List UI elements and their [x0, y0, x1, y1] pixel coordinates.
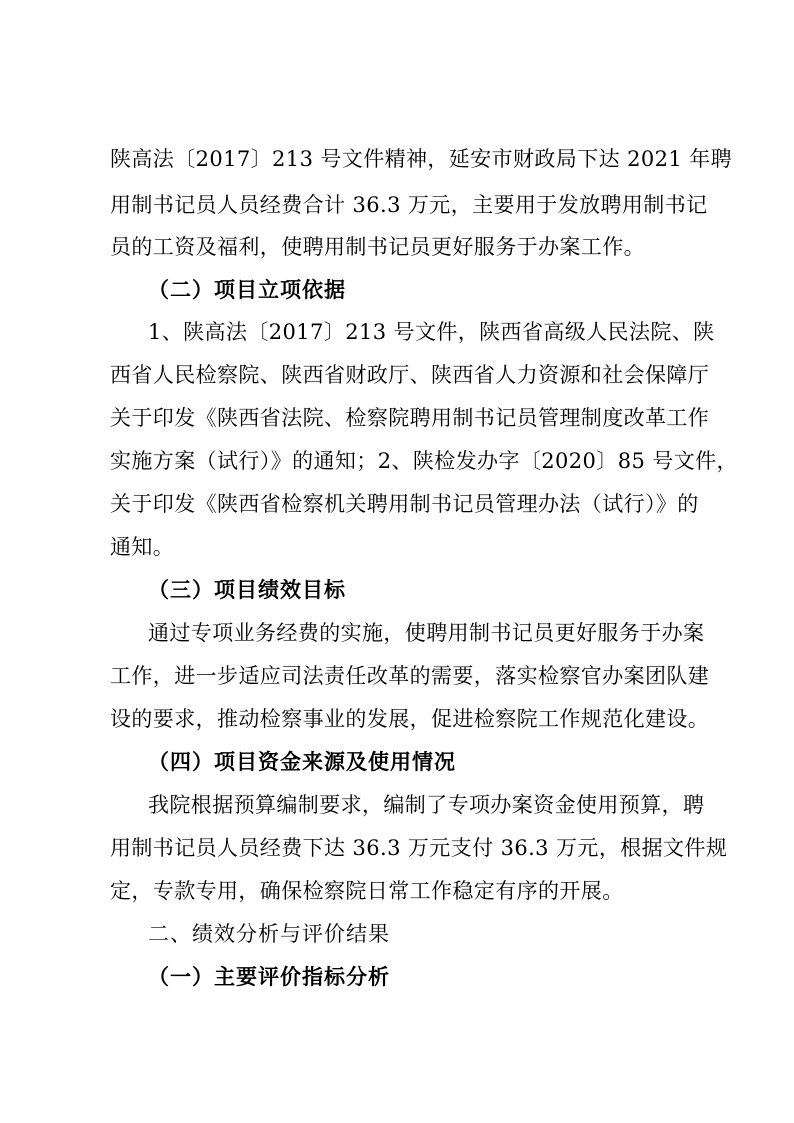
body-text-line: 通过专项业务经费的实施，使聘用制书记员更好服务于办案: [148, 621, 705, 645]
section-heading: （二）项目立项依据: [148, 278, 346, 302]
body-text-line: 陕高法〔2017〕213 号文件精神，延安市财政局下达 2021 年聘: [110, 147, 732, 171]
body-text-line: 我院根据预算编制要求，编制了专项办案资金使用预算，聘: [148, 793, 705, 817]
body-text-line: 用制书记员人员经费下达 36.3 万元支付 36.3 万元，根据文件规: [110, 836, 728, 860]
body-text-line: 用制书记员人员经费合计 36.3 万元，主要用于发放聘用制书记: [110, 193, 708, 217]
body-text-line: 1、陕高法〔2017〕213 号文件，陕西省高级人民法院、陕: [148, 320, 715, 344]
body-text-line: 员的工资及福利，使聘用制书记员更好服务于办案工作。: [110, 235, 645, 259]
body-text-line: 关于印发《陕西省法院、检察院聘用制书记员管理制度改革工作: [110, 406, 710, 430]
section-heading: （一）主要评价指标分析: [148, 965, 390, 989]
body-text-line: 定，专款专用，确保检察院日常工作稳定有序的开展。: [110, 879, 624, 903]
body-text-line: 西省人民检察院、陕西省财政厅、陕西省人力资源和社会保障厅: [110, 363, 710, 387]
body-text-line: 实施方案（试行）》的通知；2、陕检发办字〔2020〕85 号文件，: [110, 449, 738, 473]
section-heading: （四）项目资金来源及使用情况: [148, 750, 456, 774]
body-text-line: 通知。: [110, 535, 175, 559]
body-text-line: 关于印发《陕西省检察机关聘用制书记员管理办法（试行）》的: [110, 492, 699, 516]
body-text-line: 工作，进一步适应司法责任改革的需要，落实检察官办案团队建: [110, 664, 710, 688]
section-heading: （三）项目绩效目标: [148, 578, 346, 602]
body-text-line: 设的要求，推动检察事业的发展，促进检察院工作规范化建设。: [110, 707, 710, 731]
chapter-heading: 二、绩效分析与评价结果: [148, 922, 390, 946]
